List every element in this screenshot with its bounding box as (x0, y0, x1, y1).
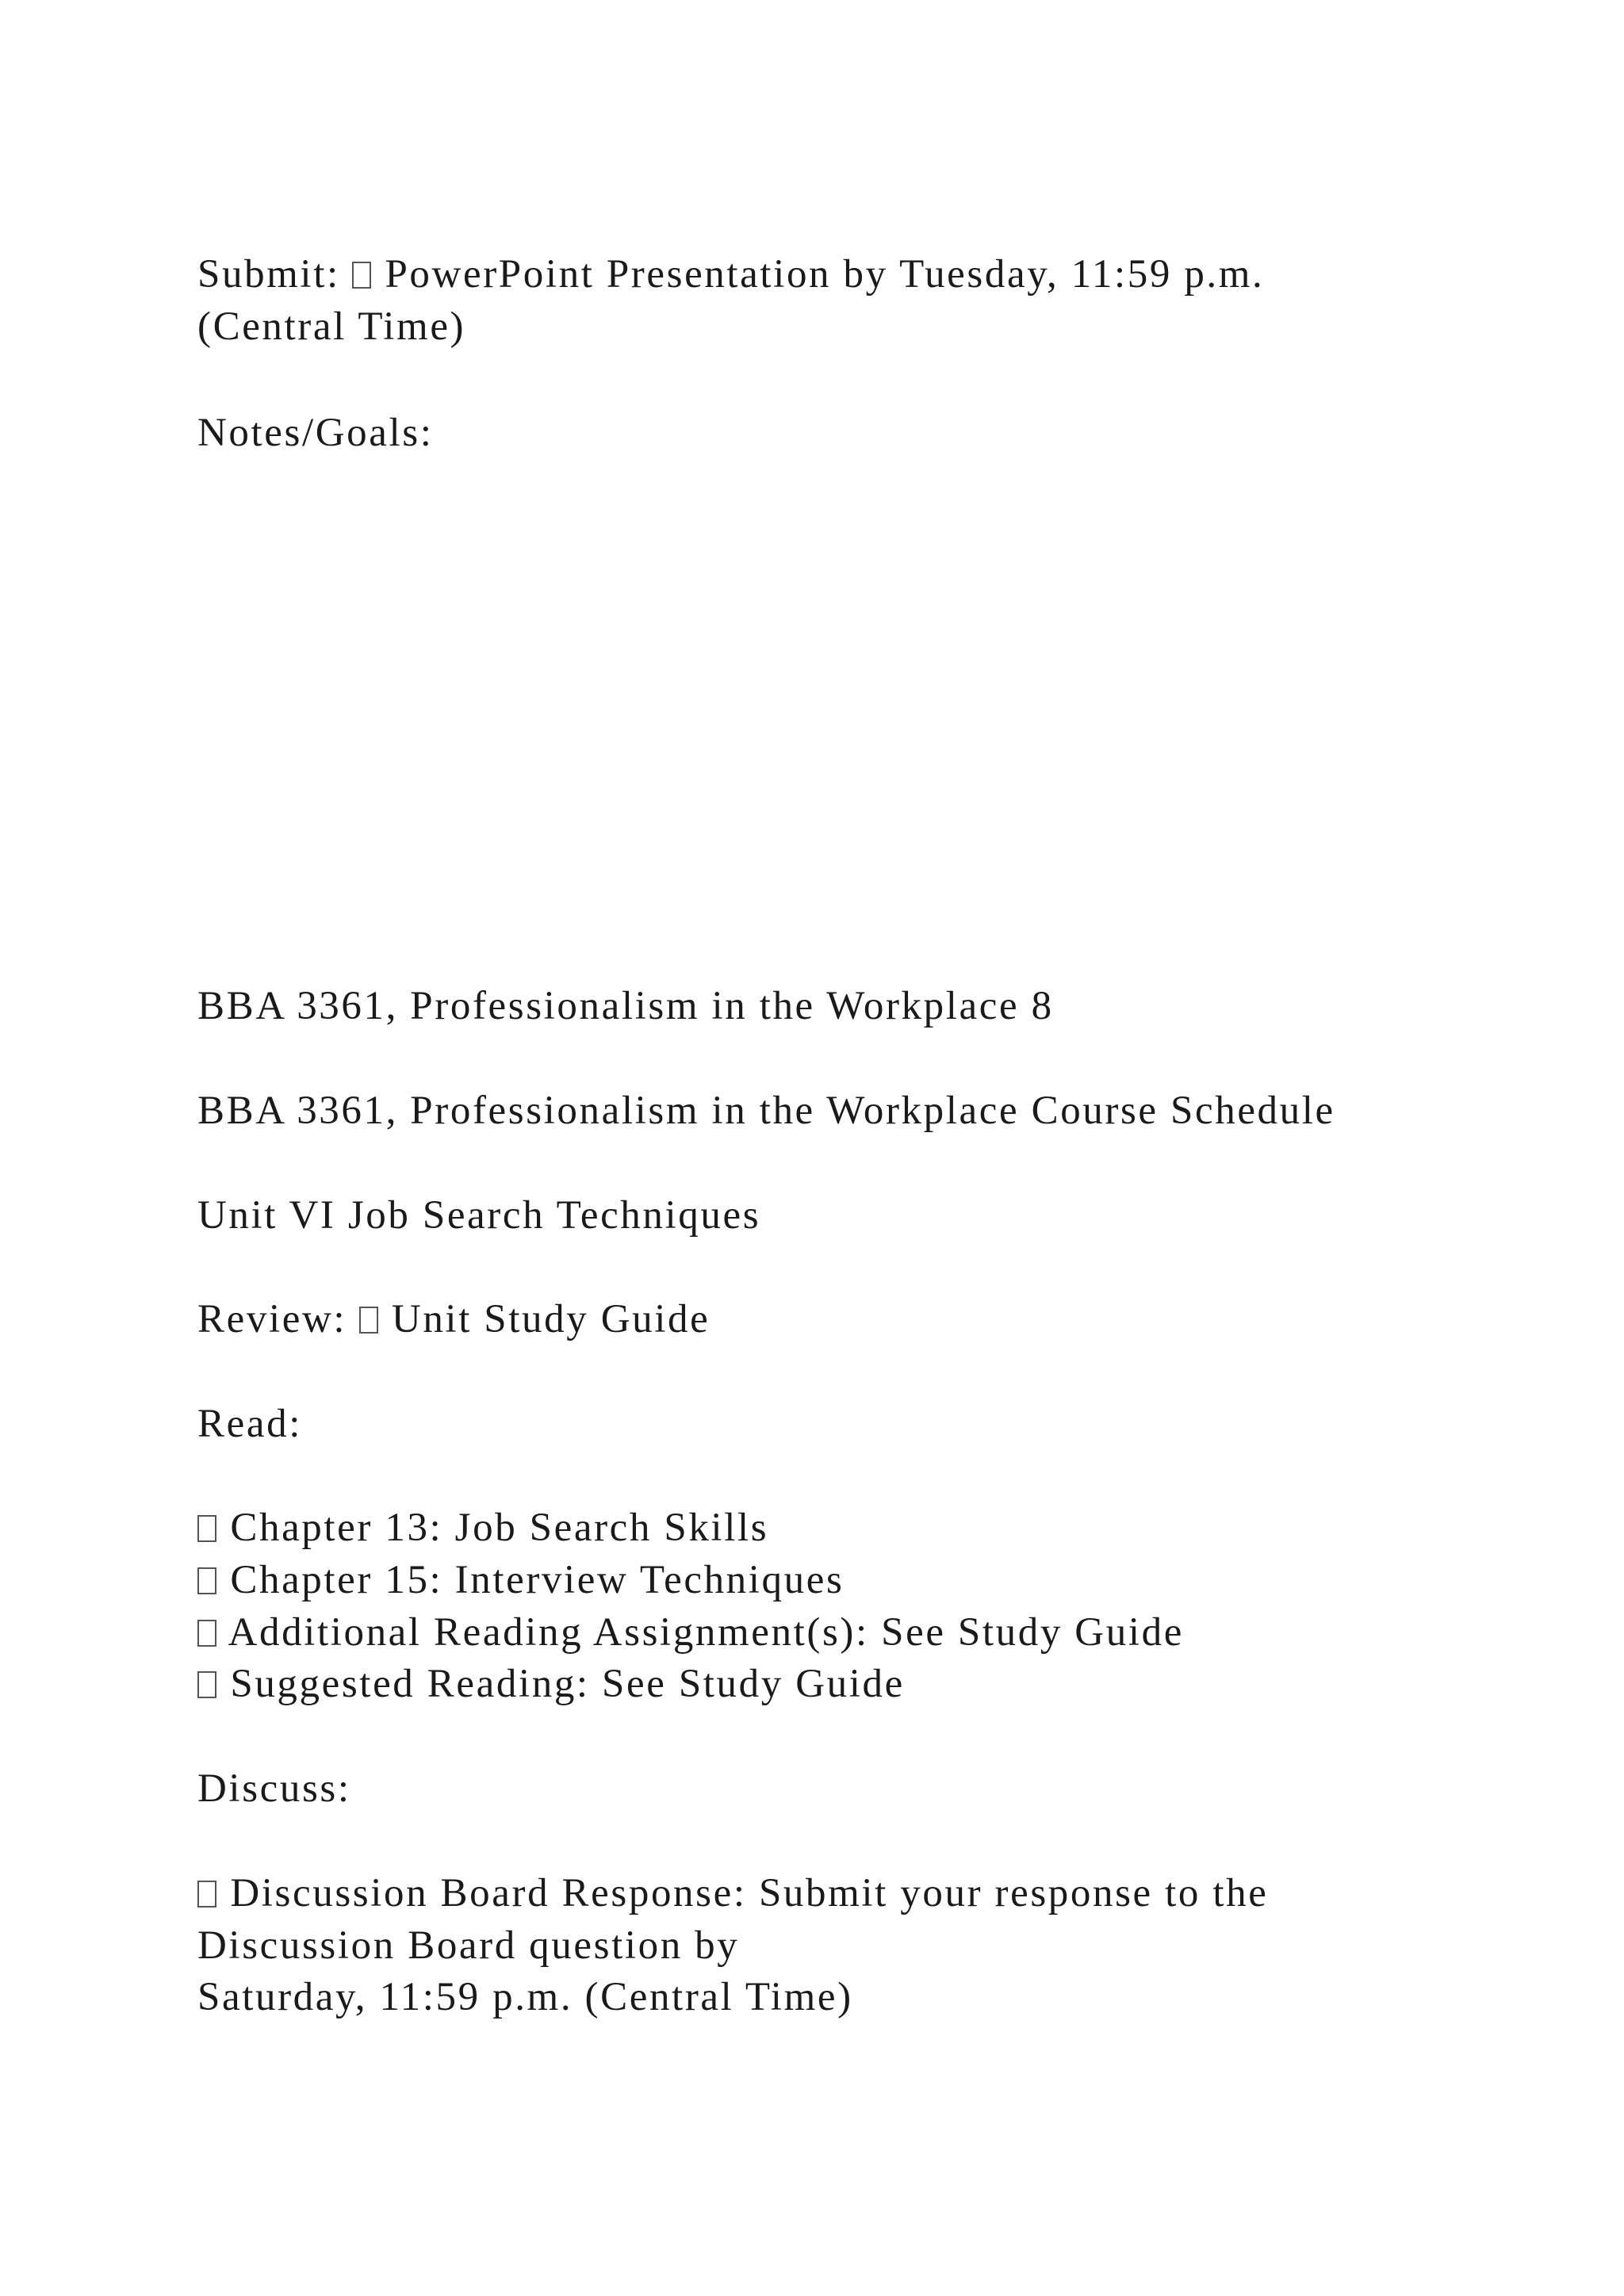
submit-text: PowerPoint Presentation by Tuesday, 11:59 p.m. (385, 252, 1265, 297)
submit-label: Submit: (197, 252, 340, 297)
page-footer: BBA 3361, Professionalism in the Workplace 8 (197, 984, 1054, 1028)
missing-glyph-box-icon (197, 1881, 216, 1908)
discuss-label: Discuss: (197, 1766, 351, 1811)
discuss-item (197, 1867, 1268, 1919)
submit-line-continued: (Central Time) (197, 304, 466, 349)
missing-glyph-box-icon (197, 1620, 216, 1647)
missing-glyph-box-icon (352, 262, 371, 289)
read-item (197, 1658, 905, 1710)
missing-glyph-box-icon (197, 1567, 216, 1594)
discuss-item-text: Discussion Board Response: Submit your response to the (230, 1871, 1269, 1915)
read-item-text: Chapter 13: Job Search Skills (230, 1506, 769, 1550)
review-text: Unit Study Guide (391, 1297, 710, 1341)
read-label: Read: (197, 1402, 302, 1446)
read-item-text: Suggested Reading: See Study Guide (230, 1662, 905, 1706)
missing-glyph-box-icon (359, 1307, 378, 1334)
read-item-text: Chapter 15: Interview Techniques (230, 1558, 845, 1602)
page-header: BBA 3361, Professionalism in the Workplace Course Schedule (197, 1089, 1335, 1133)
read-item (197, 1502, 768, 1554)
missing-glyph-box-icon (197, 1515, 216, 1542)
read-item-text: Additional Reading Assignment(s): See Study Guide (228, 1610, 1184, 1655)
read-item (197, 1554, 844, 1606)
read-item (197, 1606, 1184, 1659)
unit-title: Unit VI Job Search Techniques (197, 1193, 761, 1238)
submit-line (197, 248, 1264, 300)
missing-glyph-box-icon (197, 1671, 216, 1698)
review-label: Review: (197, 1297, 347, 1341)
notes-goals-label: Notes/Goals: (197, 411, 434, 455)
discuss-item-continued: Saturday, 11:59 p.m. (Central Time) (197, 1975, 853, 2019)
discuss-item-continued: Discussion Board question by (197, 1923, 740, 1968)
review-line (197, 1293, 710, 1345)
